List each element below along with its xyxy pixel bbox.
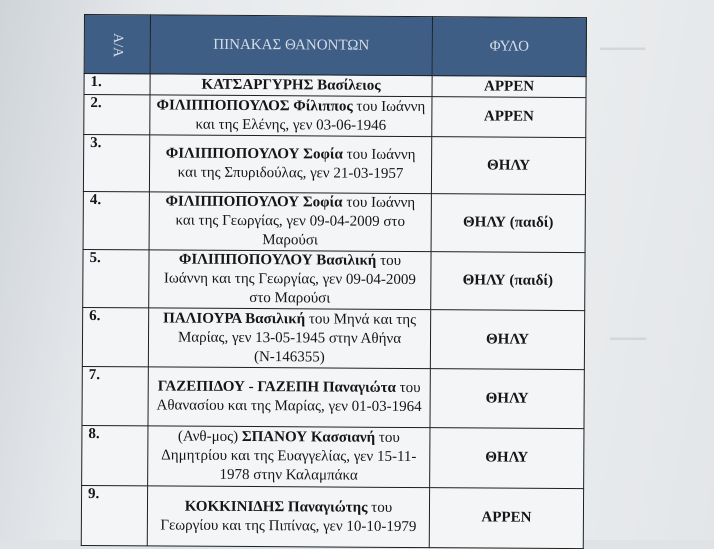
header-sex: ΦΥΛΟ — [432, 17, 586, 77]
deaths-table — [81, 14, 587, 549]
sex-cell: ΑΡΡΕΝ — [432, 76, 586, 98]
row-number: 9. — [81, 485, 147, 545]
bleed-through-text: ━━━━━ — [600, 42, 646, 58]
person-entry: ΚΟΚΚΙΝΙΔΗΣ Παναγιώτης του Γεωργίου και της Πιπίνας, γεν 10-10-1979 — [147, 486, 429, 548]
sex-cell: ΑΡΡΕΝ — [432, 97, 586, 138]
row-number: 4. — [83, 191, 149, 249]
person-entry: ΦΙΛΙΠΠΟΠΟΥΛΟΥ Σοφία του Ιωάννη και της Γεωργίας, γεν 09-04-2009 στο Μαρούσι — [149, 192, 431, 252]
table-header-row — [84, 15, 586, 77]
table-row — [84, 95, 586, 138]
sex-cell: ΘΗΛΥ — [431, 137, 585, 195]
table-row — [81, 485, 583, 548]
table-row — [82, 366, 584, 428]
table-row — [83, 191, 585, 252]
header-aa: Α/Α — [84, 15, 150, 74]
header-title: ΠΙΝΑΚΑΣ ΘΑΝΟΝΤΩΝ — [150, 15, 432, 76]
sex-cell: ΘΗΛΥ (παιδί) — [431, 194, 585, 253]
row-number: 1. — [84, 74, 150, 95]
sex-cell: ΘΗΛΥ — [430, 428, 584, 489]
person-entry: ΓΑΖΕΠΙΔΟΥ - ΓΑΖΕΠΗ Παναγιώτα του Αθανασίου και της Μαρίας, γεν 01-03-1964 — [148, 367, 430, 428]
sex-cell: ΘΗΛΥ (παιδί) — [431, 252, 585, 311]
person-entry: ΠΑΛΙΟΥΡΑ Βασιλική του Μηνά και της Μαρίας, γεν 13-05-1945 στην Αθήνα (Ν-146355) — [148, 308, 430, 369]
table-row — [84, 74, 586, 98]
row-number: 2. — [84, 95, 150, 135]
bleed-through-text: ━━━━ — [610, 332, 647, 348]
sex-cell: ΘΗΛΥ — [430, 369, 584, 429]
person-entry: ΦΙΛΙΠΠΟΠΟΥΛΟΣ Φίλιππος του Ιωάννη και της Ελένης, γεν 03-06-1946 — [150, 95, 432, 137]
person-entry: ΚΑΤΣΑΡΓΥΡΗΣ Βασίλειος — [150, 74, 432, 97]
table-row — [83, 249, 585, 310]
person-entry: (Ανθ-μος) ΣΠΑΝΟΥ Κασσιανή του Δημητρίου και της Ευαγγελίας, γεν 15-11-1978 στην Καλαμπάκα — [148, 426, 430, 488]
row-number: 8. — [82, 425, 148, 485]
person-entry: ΦΙΛΙΠΠΟΠΟΥΛΟΥ Βασιλική του Ιωάννη και της Γεωργίας, γεν 09-04-2009 στο Μαρούσι — [149, 250, 431, 310]
row-number: 6. — [82, 307, 148, 366]
row-number: 7. — [82, 366, 148, 425]
row-number: 3. — [83, 135, 149, 192]
row-number: 5. — [83, 249, 149, 307]
table-row — [82, 425, 584, 488]
person-entry: ΦΙΛΙΠΠΟΠΟΥΛΟΥ Σοφία του Ιωάννη και της Σπυριδούλας, γεν 21-03-1957 — [149, 135, 431, 194]
table-row — [82, 307, 584, 369]
sex-cell: ΘΗΛΥ — [430, 310, 584, 370]
sex-cell: ΑΡΡΕΝ — [429, 488, 583, 549]
table-row — [83, 135, 585, 195]
